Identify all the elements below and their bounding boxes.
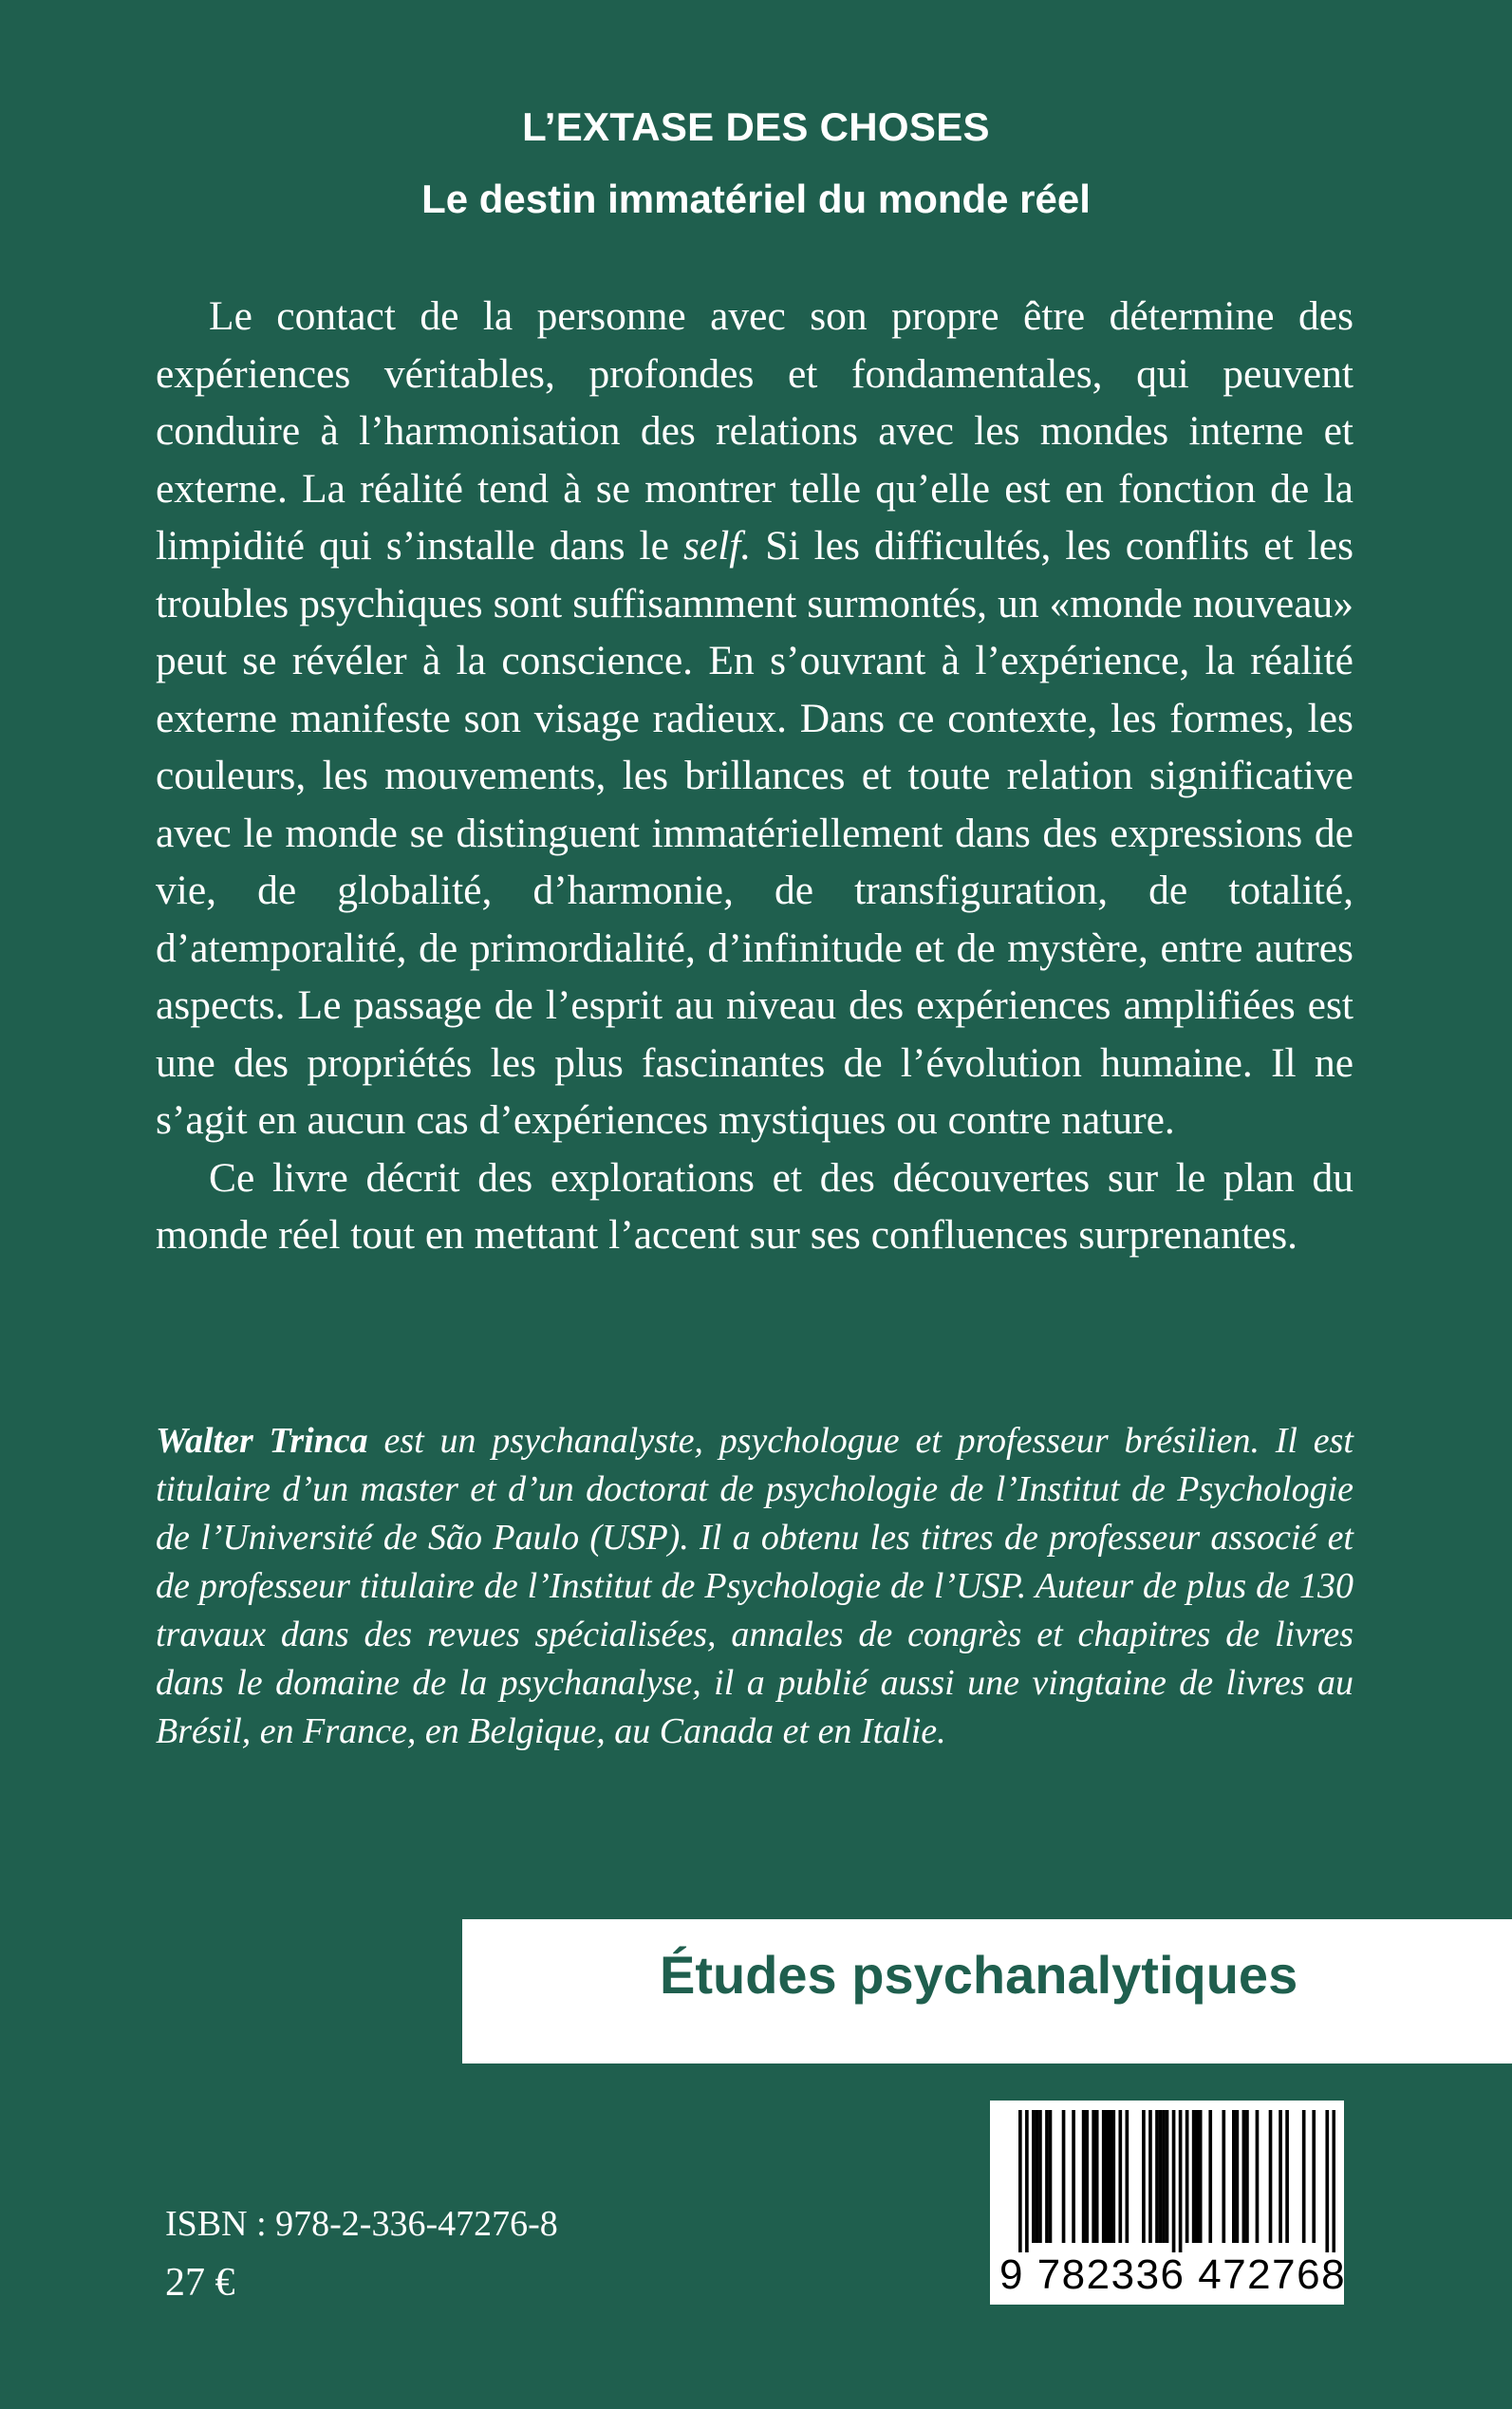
- barcode-bar: [1269, 2110, 1273, 2243]
- series-label: Études psychanalytiques: [660, 1945, 1298, 2005]
- book-subtitle: Le destin immatériel du monde réel: [421, 177, 1091, 221]
- barcode-bar: [1018, 2110, 1022, 2252]
- barcode-bar: [1102, 2110, 1106, 2243]
- barcode-bar: [1245, 2110, 1249, 2243]
- barcode-bar: [1062, 2110, 1066, 2243]
- barcode-bar: [1325, 2110, 1329, 2252]
- barcode-bar: [1192, 2110, 1196, 2243]
- barcode-bar: [1222, 2110, 1225, 2243]
- barcode-bar: [1185, 2110, 1189, 2243]
- barcode-bar: [1279, 2110, 1282, 2243]
- barcode-bar: [1155, 2110, 1159, 2243]
- barcode-bar: [1162, 2110, 1166, 2243]
- barcode-bar: [1199, 2110, 1203, 2243]
- barcode-bar: [1232, 2110, 1236, 2243]
- barcode-bar: [1172, 2110, 1176, 2252]
- barcode-bar: [1049, 2110, 1053, 2243]
- book-title: L’EXTASE DES CHOSES: [522, 104, 990, 149]
- isbn-text: ISBN : 978-2-336-47276-8: [165, 2204, 558, 2244]
- barcode-bar: [1332, 2110, 1335, 2252]
- barcode-bar: [1032, 2110, 1036, 2243]
- price-text: 27 €: [165, 2261, 235, 2305]
- barcode-bar: [1105, 2110, 1109, 2243]
- barcode-bar: [1242, 2110, 1246, 2243]
- barcode-bar: [1285, 2110, 1289, 2243]
- barcode-bar: [1256, 2110, 1260, 2243]
- barcode-bar: [1045, 2110, 1049, 2243]
- barcode-bar: [1208, 2110, 1212, 2243]
- barcode-bar: [1195, 2110, 1199, 2243]
- barcode-bar: [1159, 2110, 1163, 2243]
- barcode-bar: [1142, 2110, 1146, 2243]
- barcode-bar: [1085, 2110, 1089, 2243]
- summary-paragraph-2: Ce livre décrit des explorations et des découvertes sur le plan du monde réel tout en mettant l’accent sur ses confluences surprenantes.: [156, 1154, 1353, 1258]
- summary-p1-end: Si les difficultés, les conflits et les troubles psychiques sont suffisamment surmontés, un «monde nouveau» peut se révéler à la conscience. En s’ouvrant à l’expérience, la réalité externe manifeste son visage radieux. Dans ce contexte, les formes, les couleurs, les mouvements, les brillances et toute relation significative avec le monde se distinguent immatériellement dans des expressions de vie, de globalité, d’harmonie, de transfiguration, de totalité, d’atemporalité, de primordialité, d’infinitude et de mystère, entre autres aspects. Le passage de l’esprit au niveau des expériences amplifiées est une des propriétés les plus fascinantes de l’évolution humaine. Il ne s’agit en aucun cas d’expériences mystiques ou contre nature.: [156, 523, 1354, 1143]
- barcode-bar: [1148, 2110, 1152, 2243]
- barcode-bar: [1095, 2110, 1099, 2243]
- author-name: Walter Trinca: [156, 1421, 368, 1461]
- summary-p1-start: Le contact de la personne avec son propre être détermine des expériences véritables, profondes et fondamentales, qui peuvent conduire à l’harmonisation des relations avec les mondes interne et externe. La réalité tend à se montrer telle qu’elle est en fonction de la limpidité qui s’installe dans le: [156, 293, 1353, 569]
- barcode-bar: [1126, 2110, 1129, 2243]
- barcode-bar: [1236, 2110, 1240, 2243]
- barcode: [990, 2101, 1347, 2305]
- author-bio-text: est un psychanalyste, psychologue et professeur brésilien. Il est titulaire d’un master et d’un doctorat de psychologie de l’Institut de Psychologie de l’Université de São Paulo (USP). Il a obtenu les titres de professeur associé et de professeur titulaire de l’Institut de Psychologie de l’USP. Auteur de plus de 130 travaux dans des revues spécialisées, annales de congrès et chapitres de livres dans le domaine de la psychanalyse, il a publié aussi une vingtaine de livres au Brésil, en France, en Belgique, au Canada et en Italie.: [156, 1421, 1353, 1751]
- author-bio: [156, 1417, 1353, 1756]
- barcode-bar: [1109, 2110, 1112, 2243]
- barcode-digits: 9 782336 472768: [999, 2251, 1347, 2298]
- barcode-bar: [1302, 2110, 1306, 2243]
- barcode-bar: [1118, 2110, 1122, 2243]
- barcode-bar: [1082, 2110, 1086, 2243]
- barcode-bar: [1111, 2110, 1115, 2243]
- summary-paragraph-1: [156, 288, 1353, 1149]
- barcode-bar: [1036, 2110, 1039, 2243]
- series-banner: [462, 1919, 1512, 2064]
- barcode-bar: [1025, 2110, 1029, 2252]
- barcode-bar: [1038, 2110, 1042, 2243]
- barcode-bar: [1179, 2110, 1183, 2252]
- barcode-bar: [1092, 2110, 1095, 2243]
- barcode-bar: [1166, 2110, 1169, 2243]
- book-summary: [156, 288, 1353, 1264]
- barcode-bars: [1018, 2110, 1335, 2252]
- barcode-bar: [1072, 2110, 1075, 2243]
- barcode-bar: [1312, 2110, 1316, 2243]
- summary-p1-self-word: self.: [682, 523, 752, 569]
